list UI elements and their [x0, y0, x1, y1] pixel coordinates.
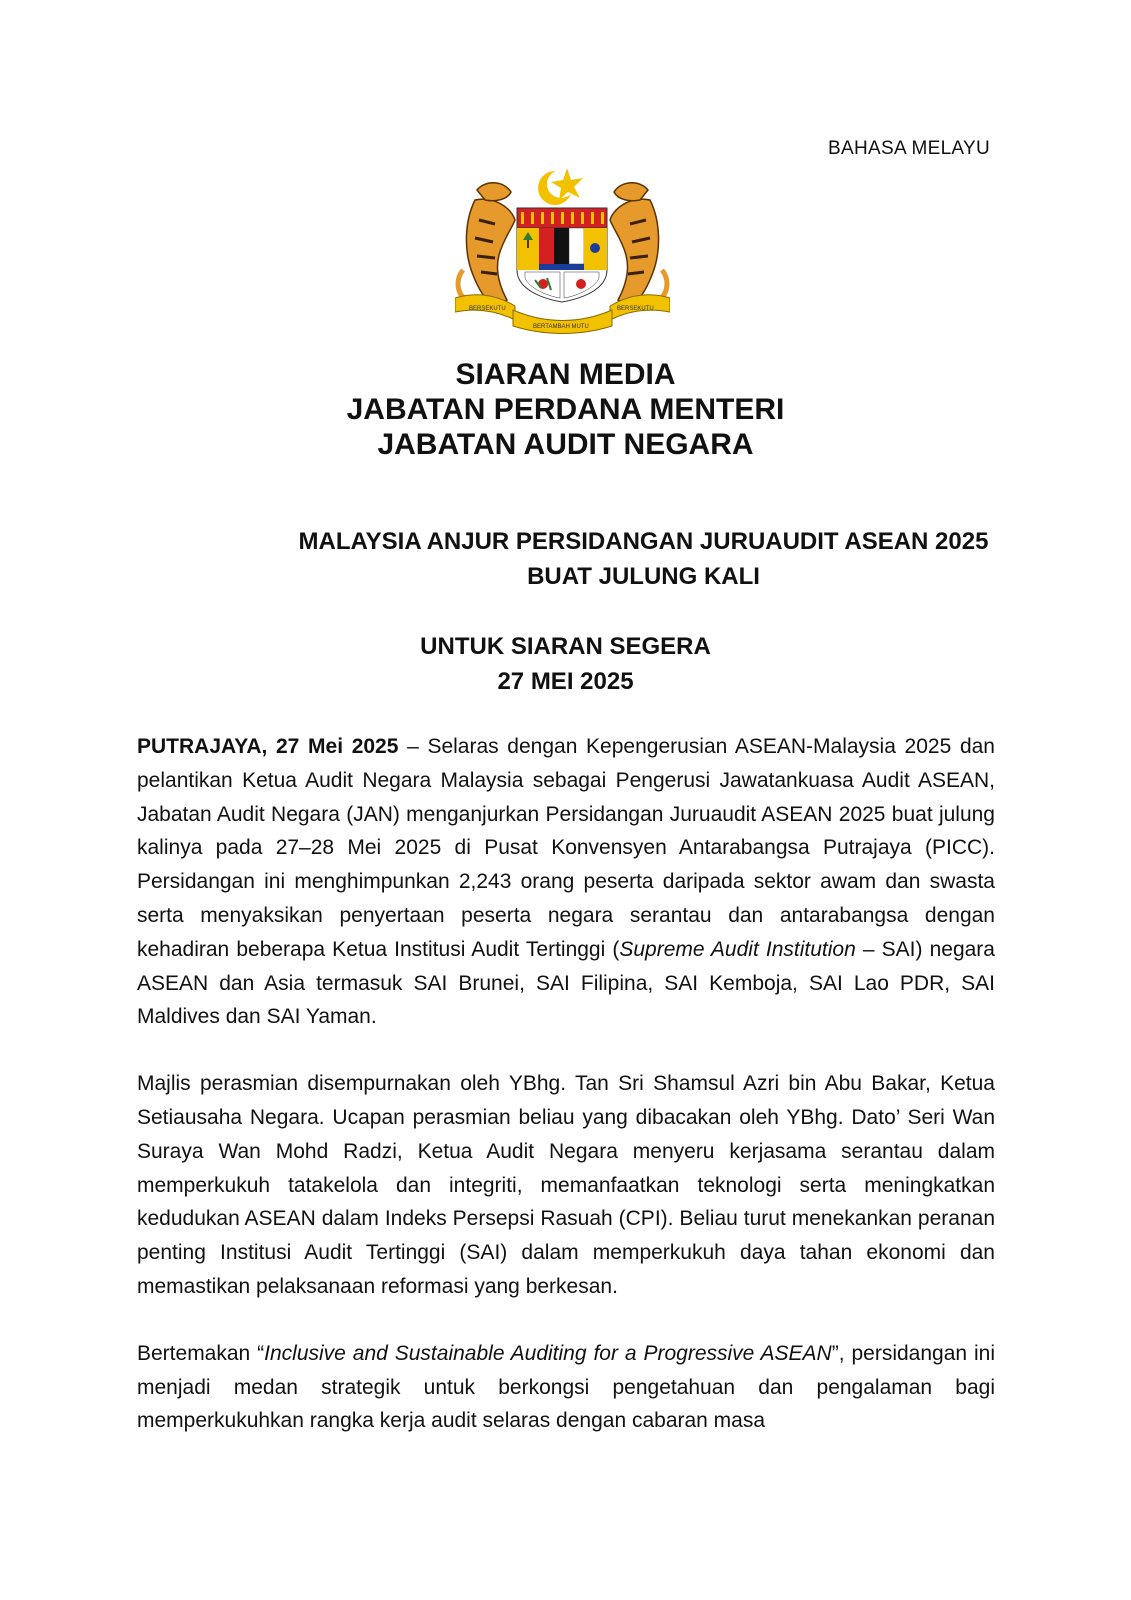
press-release-body [137, 730, 995, 1471]
release-date: 27 MEI 2025 [497, 668, 634, 695]
body-paragraph-3: Bertemakan “Inclusive and Sustainable Auditing for a Progressive ASEAN”, persidangan ini menjadi medan strategik untuk berkongsi pengetahuan dan pengalaman bagi memperkukuhkan rangka kerja audit selaras dengan cabaran masa [137, 1341, 995, 1433]
svg-text:BERSEKUTU: BERSEKUTU [617, 306, 654, 312]
body-paragraph-1: PUTRAJAYA, 27 Mei 2025 – Selaras dengan Kepengerusian ASEAN-Malaysia 2025 dan pelantikan Ketua Audit Negara Malaysia sebagai Pengerusi Jawatankuasa Audit ASEAN, Jabatan Audit Negara (JAN) menganjurkan Persidangan Juruaudit ASEAN 2025 buat julung kalinya pada 27–28 Mei 2025 di Pusat Konvensyen Antarabangsa Putrajaya (PICC). Persidangan ini menghimpunkan 2,243 orang peserta daripada sektor awam dan swasta serta menyaksikan penyertaan peserta negara serantau dan antarabangsa dengan kehadiran beberapa Ketua Institusi Audit Tertinggi (Supreme Audit Institution – SAI) negara ASEAN dan Asia termasuk SAI Brunei, SAI Filipina, SAI Kemboja, SAI Lao PDR, SAI Maldives dan SAI Yaman. [137, 735, 995, 1029]
dateline: PUTRAJAYA, 27 Mei 2025 [137, 735, 399, 758]
press-release-headline [78, 524, 1131, 594]
right-tiger-icon [610, 183, 667, 306]
headline-line-2: BUAT JULUNG KALI [527, 563, 760, 590]
svg-text:BERTAMBAH MUTU: BERTAMBAH MUTU [533, 324, 589, 330]
shield-icon [517, 208, 607, 302]
language-label: BAHASA MELAYU [828, 138, 990, 159]
heading-line-jabatan-audit-negara: JABATAN AUDIT NEGARA [377, 428, 754, 461]
organization-heading [0, 357, 1131, 462]
heading-line-jabatan-perdana-menteri: JABATAN PERDANA MENTERI [346, 393, 785, 426]
svg-text:BERSEKUTU: BERSEKUTU [469, 306, 506, 312]
left-tiger-icon [458, 183, 515, 306]
release-notice [0, 629, 1131, 699]
malaysia-coat-of-arms-emblem [455, 160, 670, 335]
release-instruction: UNTUK SIARAN SEGERA [420, 633, 711, 660]
heading-line-siaran-media: SIARAN MEDIA [455, 358, 676, 391]
crescent-star-icon [538, 168, 583, 205]
conference-theme: Inclusive and Sustainable Auditing for a Progressive ASEAN [264, 1341, 832, 1365]
body-paragraph-2: Majlis perasmian disempurnakan oleh YBhg. Tan Sri Shamsul Azri bin Abu Bakar, Ketua Setiausaha Negara. Ucapan perasmian beliau yang dibacakan oleh YBhg. Dato’ Seri Wan Suraya Wan Mohd Radzi, Ketua Audit Negara menyeru kerjasama serantau dalam memperkukuh tatakelola dan integriti, memanfaatkan teknologi serta meningkatkan kedudukan ASEAN dalam Indeks Persepsi Rasuah (CPI). Beliau turut menekankan peranan penting Institusi Audit Tertinggi (SAI) dalam memperkukuh daya tahan ekonomi dan memastikan pelaksanaan reformasi yang berkesan. [137, 1072, 995, 1298]
headline-line-1: MALAYSIA ANJUR PERSIDANGAN JURUAUDIT ASEAN 2025 [298, 528, 989, 555]
